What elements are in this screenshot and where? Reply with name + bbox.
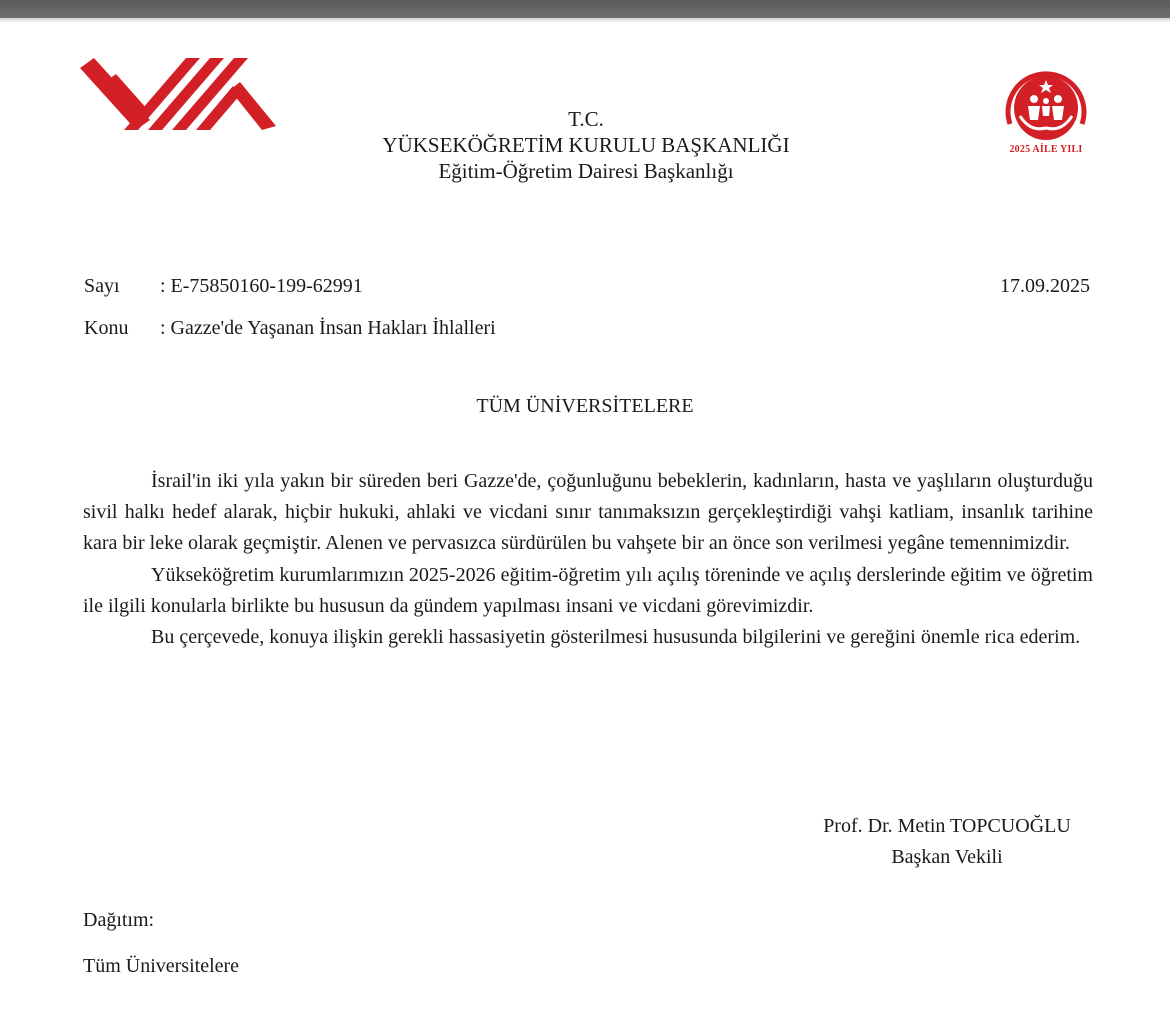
aile-yili-logo <box>994 66 1098 158</box>
header-department: Eğitim-Öğretim Dairesi Başkanlığı <box>438 159 734 183</box>
signer-name: Prof. Dr. Metin TOPCUOĞLU <box>823 815 1071 837</box>
aile-yili-logo-icon <box>994 66 1098 142</box>
signer-title: Başkan Vekili <box>891 846 1003 868</box>
body-paragraph-1: İsrail'in iki yıla yakın bir süreden beri Gazze'de, çoğunluğunu bebeklerin, kadınların, hasta ve yaşlıların oluşturduğu sivil halkı hedef alarak, hiçbir hukuki, ahlaki ve vicdani sınır tanımaksızın gerçekleştirdiği vahşi katliam, insanlık tarihine kara bir leke olarak geçmiştir. Alenen ve pervasızca sürdürülen bu vahşete bir an önce son verilmesi yegâne temennimizdir. <box>83 470 1093 555</box>
konu-value: : Gazze'de Yaşanan İnsan Hakları İhlalleri <box>160 317 496 339</box>
konu-row <box>84 315 496 341</box>
sayi-value: : E-75850160-199-62991 <box>160 275 363 297</box>
header-institution: YÜKSEKÖĞRETİM KURULU BAŞKANLIĞI <box>382 133 790 157</box>
distribution-label: Dağıtım: <box>83 909 155 931</box>
konu-label: Konu <box>84 317 129 339</box>
top-bar-shadow <box>0 18 1170 23</box>
letter-body <box>83 466 1093 653</box>
distribution-value: Tüm Üniversitelere <box>83 955 240 977</box>
signature-block <box>780 811 1114 873</box>
body-paragraph-3: Bu çerçevede, konuya ilişkin gerekli hassasiyetin gösterilmesi hususunda bilgilerini ve gereğini önemle rica ederim. <box>151 626 1081 649</box>
document-date: 17.09.2025 <box>1000 275 1090 297</box>
addressee: TÜM ÜNİVERSİTELERE <box>476 395 694 417</box>
yok-logo-icon <box>80 58 276 132</box>
window-top-bar <box>0 0 1170 18</box>
aile-yili-label: 2025 AİLE YILI <box>1009 144 1083 155</box>
sayi-row <box>84 273 363 299</box>
header-tc: T.C. <box>568 107 604 131</box>
sayi-label: Sayı <box>84 275 120 297</box>
body-paragraph-2: Yükseköğretim kurumlarımızın 2025-2026 eğitim-öğretim yılı açılış töreninde ve açılış derslerinde eğitim ve öğretim ile ilgili konularla birlikte bu hususun da gündem yapılması insani ve vicdani görevimizdir. <box>83 563 1093 617</box>
letterhead <box>300 106 872 184</box>
